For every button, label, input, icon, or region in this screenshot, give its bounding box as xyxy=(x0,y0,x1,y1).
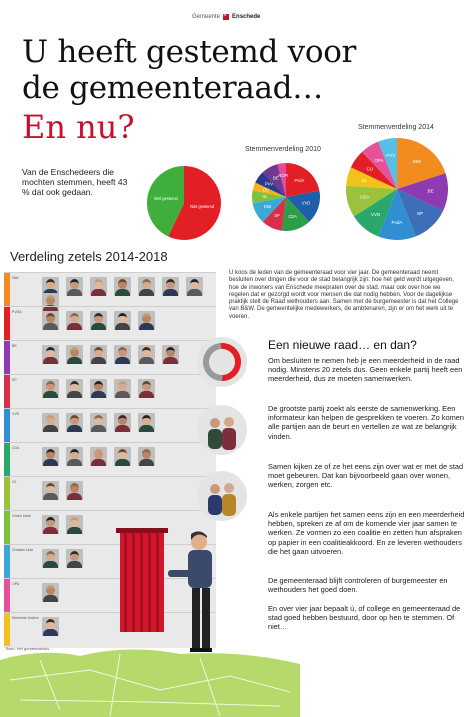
headline-line-1: U heeft gestemd voor xyxy=(22,34,357,70)
council-member-photo xyxy=(138,277,155,296)
section-title: Een nieuwe raad… en dan? xyxy=(268,338,417,352)
party-row xyxy=(4,306,216,340)
pie-label-cda xyxy=(288,214,297,219)
pie-label-wel-gestemd xyxy=(154,196,178,201)
paragraph-4: Als enkele partijen het samen eens zijn en een meerderheid hebben, spreken ze af om de komende vier jaar samen te werken. Ze vormen zo een coalitie en zetten hun afspraken op papier in een coalitieakkoord. En ze leveren wethouders die het gaan uitvoeren. xyxy=(268,510,465,556)
party-row xyxy=(4,272,216,306)
council-member-photo xyxy=(42,413,59,432)
council-member-photo xyxy=(90,447,107,466)
brand-prefix: Gemeente xyxy=(192,14,221,20)
party-name: VVD xyxy=(12,412,20,416)
headline xyxy=(22,34,356,106)
zetels-title: Verdeling zetels 2014-2018 xyxy=(10,249,168,264)
council-member-photo xyxy=(138,311,155,330)
council-member-photo xyxy=(90,277,107,296)
pie-label-vvd xyxy=(371,212,381,217)
pie-2010-title: Stemmenverdeling 2010 xyxy=(245,146,321,153)
pie-label-opa xyxy=(374,158,384,163)
paragraph-2: De grootste partij zoekt als eerste de samenwerking. Een informateur kan helpen de gesprekken te voeren. Zo komen alle partijen aan de beurt en vertellen ze wat ze belangrijk vinden. xyxy=(268,404,464,441)
party-name: PVDA xyxy=(12,310,22,314)
council-member-photo xyxy=(114,379,131,398)
party-name: BE xyxy=(12,344,17,348)
people-talking-icon xyxy=(196,404,248,456)
paragraph-1: Om besluiten te nemen heb je een meerderheid in de raad nodig. Minstens 20 zetels dus. Geen enkele partij heeft een meerderheid, dus ze moeten samenwerken. xyxy=(268,356,463,384)
pie-label-sp xyxy=(417,211,423,216)
paragraph-5: De gemeenteraad blijft controleren of burgemeester en wethouders het goed doen. xyxy=(268,576,448,595)
brand-name: Enschede xyxy=(232,14,261,20)
party-name: Groen Links xyxy=(12,514,31,518)
grid-note: Bron: Het gemeentehuis xyxy=(6,646,50,651)
intro-text: Van de Enschedeers die mochten stemmen, heeft 43 % dat ook gedaan. xyxy=(22,167,128,197)
party-color-tag xyxy=(4,545,10,578)
council-member-photo xyxy=(66,379,83,398)
council-member-photo xyxy=(42,617,59,636)
party-row xyxy=(4,408,216,442)
council-member-photo xyxy=(138,345,155,364)
pie-2014-title: Stemmenverdeling 2014 xyxy=(358,124,434,131)
pie-label-pvv xyxy=(265,182,273,187)
party-color-tag xyxy=(4,341,10,374)
party-color-tag xyxy=(4,273,10,306)
council-member-photo xyxy=(114,277,131,296)
party-name: GL xyxy=(12,480,17,484)
council-member-photo xyxy=(42,311,59,330)
party-row xyxy=(4,476,216,510)
council-member-photo xyxy=(66,277,83,296)
party-color-tag xyxy=(4,477,10,510)
pie-label-d66 xyxy=(413,159,422,164)
pie-label-d66 xyxy=(264,204,272,209)
council-member-photo xyxy=(42,379,59,398)
party-name: SP xyxy=(12,378,17,382)
party-color-tag xyxy=(4,409,10,442)
pie-label-vvd xyxy=(302,201,310,206)
council-member-photo xyxy=(114,311,131,330)
council-member-photo xyxy=(66,481,83,500)
council-member-photo xyxy=(162,345,179,364)
pie-2010 xyxy=(252,163,320,231)
pie-label-pvda xyxy=(392,220,404,225)
party-name: CDA xyxy=(12,446,20,450)
party-color-tag xyxy=(4,511,10,544)
council-member-photo xyxy=(42,345,59,364)
headline-question: En nu? xyxy=(22,108,135,146)
seat-ring-icon xyxy=(196,336,248,388)
party-row xyxy=(4,374,216,408)
council-member-photo xyxy=(66,447,83,466)
council-member-photo xyxy=(90,379,107,398)
enschede-cross-icon xyxy=(223,14,229,20)
council-member-photo xyxy=(138,413,155,432)
paragraph-3: Samen kijken ze of ze het eens zijn over wat er met de stad moet gebeuren. Dat kan bijvoorbeeld gaan over wonen, werken, zorgen etc. xyxy=(268,462,464,490)
party-color-tag xyxy=(4,579,10,612)
council-member-photo xyxy=(42,549,59,568)
city-map-illustration xyxy=(0,640,300,717)
council-member-photo xyxy=(90,413,107,432)
council-member-photo xyxy=(66,311,83,330)
brand-logo xyxy=(192,14,260,20)
pie-label-cu xyxy=(366,166,373,171)
council-member-photo xyxy=(66,413,83,432)
pie-label-pvv xyxy=(386,153,396,158)
council-member-photo xyxy=(138,447,155,466)
council-member-photo xyxy=(66,515,83,534)
council-member-photo xyxy=(42,481,59,500)
party-color-tag xyxy=(4,307,10,340)
council-member-photo xyxy=(114,447,131,466)
coalition-icon xyxy=(196,470,248,522)
party-name: D66 xyxy=(12,276,19,280)
turnout-pie xyxy=(147,166,221,240)
council-member-photo xyxy=(90,311,107,330)
headline-line-2: de gemeenteraad… xyxy=(22,70,323,106)
party-color-tag xyxy=(4,375,10,408)
council-member-photo xyxy=(114,345,131,364)
pie-2014 xyxy=(346,138,448,240)
party-row xyxy=(4,340,216,374)
council-member-photo xyxy=(42,447,59,466)
council-member-photo xyxy=(186,277,203,296)
pie-label-niet-gestemd xyxy=(190,204,214,209)
pie-label-nopi xyxy=(278,173,288,178)
council-member-photo xyxy=(138,379,155,398)
council-member-photo xyxy=(162,277,179,296)
party-name: Christen Unie xyxy=(12,548,34,552)
council-member-photo xyxy=(42,515,59,534)
seats-description: U koos de leden van de gemeenteraad voor vier jaar. De gemeenteraad neemt besluiten over dingen die voor de stad belangrijk zijn: hoe het geld wordt uitgegeven, hoe de inwoners van Enschede meepraten over de stad, maar ook over hoe we regelen dat er gezorgd wordt voor mensen die dat nodig hebben. Voor de dagelijkse praktijk stelt de Raad wethouders aan. Samen met de burgemeester is dat het College van B&W. De gemeentelijke medewerkers, de ambtenaren, zijn er om het werk uit te voeren. xyxy=(229,270,459,320)
party-name: Eenheide Anders xyxy=(12,616,39,620)
pie-label-sp xyxy=(274,213,280,218)
pie-label-gl xyxy=(361,178,368,183)
party-name: OPA xyxy=(12,582,20,586)
council-member-photo xyxy=(90,345,107,364)
pie-label-cda xyxy=(360,195,371,200)
paragraph-6: En over vier jaar bepaalt ú, of college en gemeenteraad de stad goed hebben bestuurd, door op hen te stemmen. Of niet… xyxy=(268,604,461,632)
council-member-photo xyxy=(114,413,131,432)
pie-label-be xyxy=(428,188,434,193)
council-member-photo xyxy=(66,549,83,568)
party-row xyxy=(4,442,216,476)
pie-label-pvda xyxy=(295,178,305,183)
pie-label-gl xyxy=(262,194,268,199)
party-color-tag xyxy=(4,443,10,476)
council-member-photo xyxy=(42,583,59,602)
council-member-photo xyxy=(66,345,83,364)
